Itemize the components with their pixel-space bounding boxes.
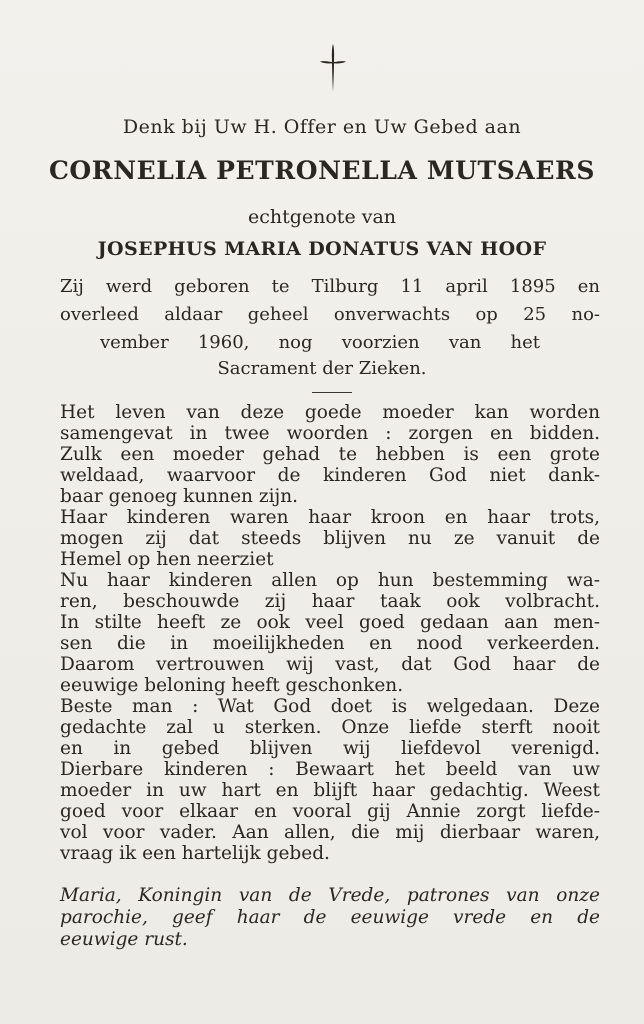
prayer-line: parochie, geef haar de eeuwige vrede en de [60,907,600,928]
body-line: samengevat in twee woorden : zorgen en bidden. [60,423,600,444]
body-line: Dierbare kinderen : Bewaart het beeld van uw [60,759,600,780]
body-line: vol voor vader. Aan allen, die mij dierbaar waren, [60,822,600,843]
prayer-line: Maria, Koningin van de Vrede, patrones van onze [60,885,600,906]
body-line: weldaad, waarvoor de kinderen God niet dank- [60,465,600,486]
spouse-name: JOSEPHUS MARIA DONATUS VAN HOOF [97,238,547,260]
body-line: Daarom vertrouwen wij vast, dat God haar de [60,654,600,675]
body-line: en in gebed blijven wij liefdevol verenigd. [60,738,600,759]
body-line: In stilte heeft ze ook veel goed gedaan aan men- [60,612,600,633]
life-line: Zij werd geboren te Tilburg 11 april 1895 en [60,276,600,297]
body-line: eeuwige beloning heeft geschonken. [60,675,404,696]
remember-line: Denk bij Uw H. Offer en Uw Gebed aan [122,116,522,138]
body-line: mogen zij dat steeds blijven nu ze vanuit de [60,528,600,549]
body-line: Het leven van deze goede moeder kan worden [60,402,600,423]
prayer-line: eeuwige rust. [60,929,188,950]
body-line: ren, beschouwde zij haar taak ook volbracht. [60,591,600,612]
body-line: Hemel op hen neerziet [60,549,274,570]
body-line: Beste man : Wat God doet is welgedaan. Deze [60,696,600,717]
body-line: gedachte zal u sterken. Onze liefde sterft nooit [60,717,600,738]
body-line: Zulk een moeder gehad te hebben is een grote [60,444,600,465]
body-line: sen die in moeilijkheden en nood verkeerden. [60,633,600,654]
body-line: moeder in uw hart en blijft haar gedachtig. Weest [60,780,600,801]
body-line: baar genoeg kunnen zijn. [60,486,299,507]
body-line: vraag ik een hartelijk gebed. [60,843,330,864]
life-line: vember 1960, nog voorzien van het [100,332,540,353]
divider [312,392,352,393]
spouse-intro: echtgenote van [247,206,397,228]
life-line: overleed aldaar geheel onverwachts op 25 no- [60,304,600,325]
deceased-name: CORNELIA PETRONELLA MUTSAERS [48,156,596,185]
body-line: goed voor elkaar en vooral gij Annie zorgt liefde- [60,801,600,822]
body-line: Haar kinderen waren haar kroon en haar trots, [60,507,600,528]
cross-icon [317,42,349,94]
sacrament-line: Sacrament der Zieken. [217,358,427,379]
body-line: Nu haar kinderen allen op hun bestemming wa- [60,570,600,591]
